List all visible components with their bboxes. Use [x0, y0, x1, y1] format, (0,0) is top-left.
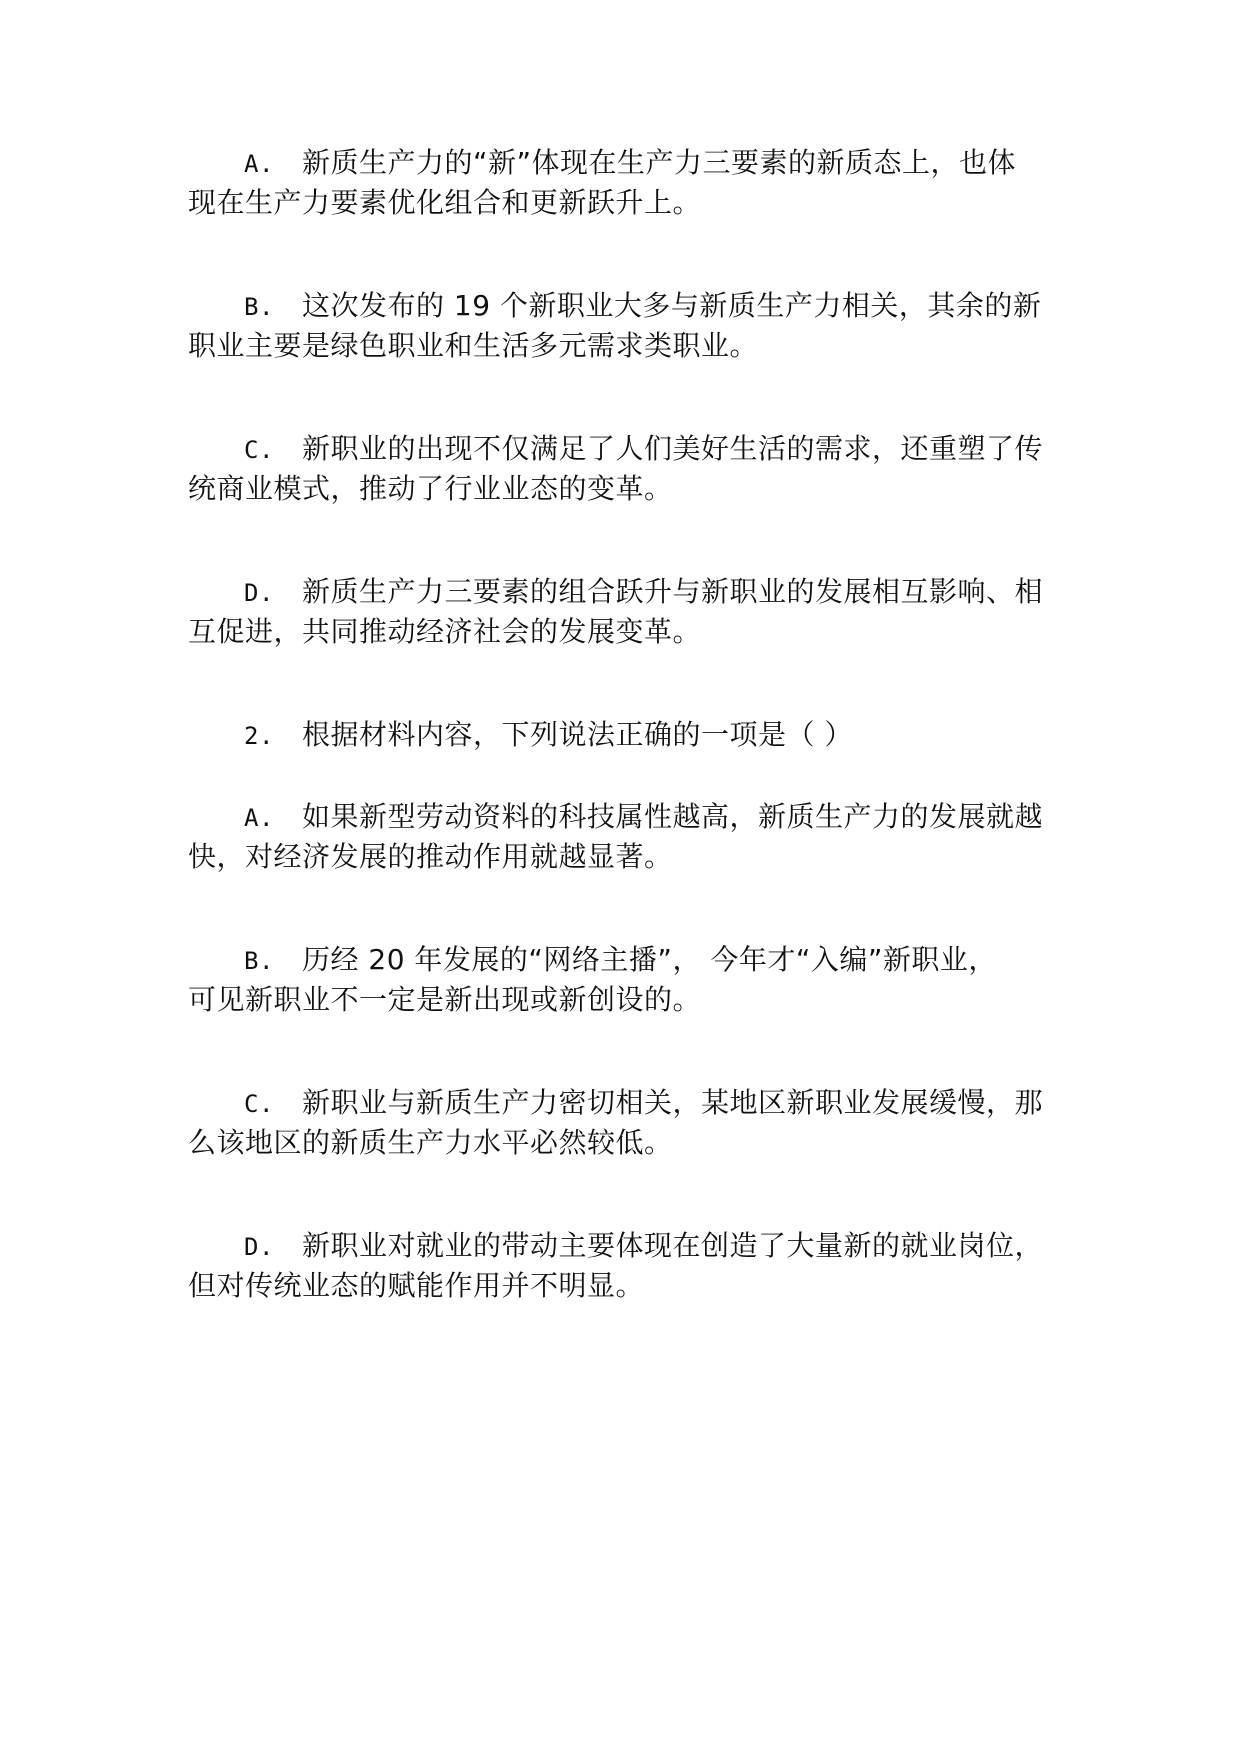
- option-line-2: 快，对经济发展的推动作用就越显著。: [188, 840, 673, 873]
- option-text: 如果新型劳动资料的科技属性越高，新质生产力的发展就越: [302, 800, 1044, 833]
- option-label: D.: [244, 1233, 274, 1261]
- option-line-2: 可见新职业不一定是新出现或新创设的。: [188, 983, 702, 1016]
- option-line-2: 但对传统业态的赋能作用并不明显。: [188, 1269, 645, 1302]
- option-line-1: [188, 286, 1058, 326]
- option-line-2: 互促进，共同推动经济社会的发展变革。: [188, 615, 702, 648]
- option-line-1: [188, 940, 1058, 980]
- question-text: 根据材料内容，下列说法正确的一项是（ ）: [302, 718, 853, 751]
- option-text: 新质生产力的“新”体现在生产力三要素的新质态上，也体: [302, 146, 1017, 179]
- option-line-2: 么该地区的新质生产力水平必然较低。: [188, 1126, 673, 1159]
- option-line-2: 统商业模式，推动了行业业态的变革。: [188, 472, 673, 505]
- q2-option-a: [188, 797, 1058, 877]
- q1-option-b: [188, 286, 1058, 366]
- option-line-1: [188, 797, 1058, 837]
- option-text: 新质生产力三要素的组合跃升与新职业的发展相互影响、相: [302, 575, 1044, 608]
- question-number: 2.: [244, 722, 274, 750]
- option-text: 新职业对就业的带动主要体现在创造了大量新的就业岗位，: [302, 1229, 1044, 1262]
- option-line-1: [188, 143, 1058, 183]
- option-line-1: [188, 1226, 1058, 1266]
- option-text: 历经 20 年发展的“网络主播”， 今年才“入编”新职业，: [302, 943, 997, 976]
- option-line-2: 职业主要是绿色职业和生活多元需求类职业。: [188, 329, 759, 362]
- option-text: 新职业的出现不仅满足了人们美好生活的需求，还重塑了传: [302, 432, 1044, 465]
- q1-option-a: [188, 143, 1058, 223]
- q2-stem: [188, 715, 1058, 755]
- q2-option-c: [188, 1083, 1058, 1163]
- option-label: A.: [244, 150, 274, 178]
- option-line-1: [188, 572, 1058, 612]
- option-text: 这次发布的 19 个新职业大多与新质生产力相关，其余的新: [302, 289, 1042, 322]
- option-text: 新职业与新质生产力密切相关，某地区新职业发展缓慢，那: [302, 1086, 1044, 1119]
- q1-option-d: [188, 572, 1058, 652]
- q2-option-b: [188, 940, 1058, 1020]
- question-line: [188, 715, 1058, 755]
- q2-option-d: [188, 1226, 1058, 1306]
- q1-option-c: [188, 429, 1058, 509]
- option-label: D.: [244, 579, 274, 607]
- option-label: B.: [244, 947, 274, 975]
- option-line-1: [188, 429, 1058, 469]
- option-label: C.: [244, 436, 274, 464]
- option-line-2: 现在生产力要素优化组合和更新跃升上。: [188, 186, 702, 219]
- option-label: B.: [244, 293, 274, 321]
- option-label: A.: [244, 804, 274, 832]
- option-line-1: [188, 1083, 1058, 1123]
- option-label: C.: [244, 1090, 274, 1118]
